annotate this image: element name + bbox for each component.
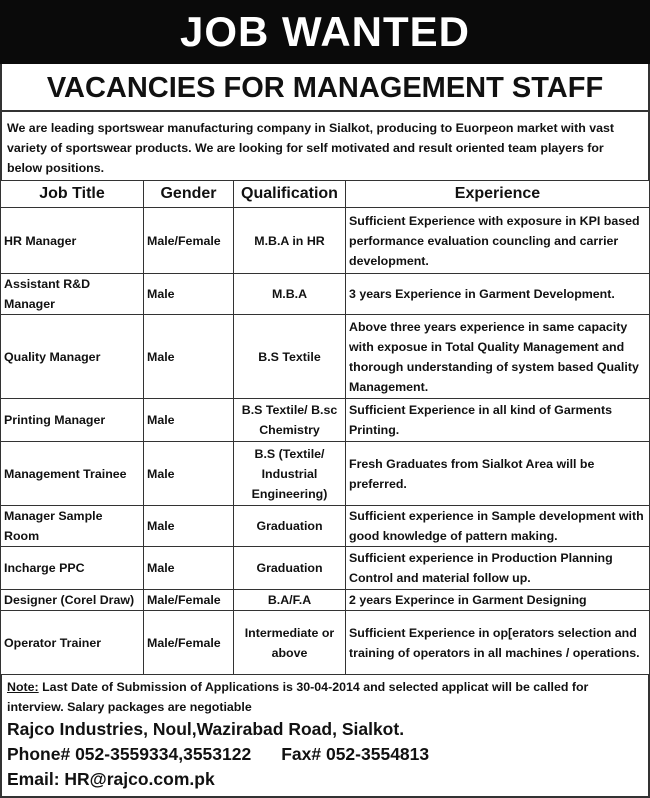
gender-cell: Male bbox=[144, 399, 234, 442]
header-experience: Experience bbox=[346, 181, 650, 208]
job-title-cell: Incharge PPC bbox=[1, 547, 144, 590]
table-row bbox=[1, 611, 650, 675]
job-title-cell: HR Manager bbox=[1, 208, 144, 274]
phone-numbers: Phone# 052-3559334,3553122 bbox=[7, 744, 252, 764]
table-row bbox=[1, 208, 650, 274]
intro-line: variety of sportswear products. We are looking for self motivated and result oriented team players for bbox=[7, 141, 604, 155]
header-gender: Gender bbox=[144, 181, 234, 208]
job-title-cell: Manager Sample Room bbox=[1, 506, 144, 547]
gender-cell: Male bbox=[144, 442, 234, 506]
note-label: Note: bbox=[7, 680, 39, 694]
table-header-row bbox=[1, 181, 650, 208]
job-title-cell: Designer (Corel Draw) bbox=[1, 590, 144, 611]
footer bbox=[0, 674, 650, 798]
qualification-cell: M.B.A bbox=[234, 274, 346, 315]
qualification-cell: Graduation bbox=[234, 547, 346, 590]
gender-cell: Male/Female bbox=[144, 590, 234, 611]
vacancies-heading: VACANCIES FOR MANAGEMENT STAFF bbox=[0, 64, 650, 112]
job-wanted-banner: JOB WANTED bbox=[0, 0, 650, 64]
gender-cell: Male bbox=[144, 274, 234, 315]
gender-cell: Male/Female bbox=[144, 611, 234, 675]
fax-number: Fax# 052-3554813 bbox=[281, 744, 430, 764]
experience-cell: 3 years Experience in Garment Development. bbox=[346, 274, 650, 315]
email-address[interactable]: Email: HR@rajco.com.pk bbox=[7, 769, 215, 789]
table-row bbox=[1, 506, 650, 547]
header-qualification: Qualification bbox=[234, 181, 346, 208]
experience-cell: Sufficient Experience in op[erators selection and training of operators in all machines / operations. bbox=[346, 611, 650, 675]
qualification-cell: B.S (Textile/ Industrial Engineering) bbox=[234, 442, 346, 506]
qualification-cell: Graduation bbox=[234, 506, 346, 547]
qualification-cell: Intermediate or above bbox=[234, 611, 346, 675]
job-title-cell: Printing Manager bbox=[1, 399, 144, 442]
intro-paragraph bbox=[0, 112, 650, 180]
experience-cell: 2 years Experince in Garment Designing bbox=[346, 590, 650, 611]
job-title-cell: Assistant R&D Manager bbox=[1, 274, 144, 315]
qualification-cell: B.A/F.A bbox=[234, 590, 346, 611]
qualification-cell: B.S Textile bbox=[234, 315, 346, 399]
table-row bbox=[1, 274, 650, 315]
job-title-cell: Management Trainee bbox=[1, 442, 144, 506]
gender-cell: Male bbox=[144, 315, 234, 399]
experience-cell: Sufficient Experience in all kind of Garments Printing. bbox=[346, 399, 650, 442]
experience-cell: Above three years experience in same capacity with exposue in Total Quality Management and thorough understanding of system based Quality Management. bbox=[346, 315, 650, 399]
gender-cell: Male bbox=[144, 547, 234, 590]
job-title-cell: Quality Manager bbox=[1, 315, 144, 399]
company-address: Rajco Industries, Noul,Wazirabad Road, Sialkot. bbox=[7, 719, 405, 739]
intro-line: We are leading sportswear manufacturing company in Sialkot, producing to Euorpeon market with vast bbox=[7, 121, 615, 135]
table-row bbox=[1, 590, 650, 611]
contact-line bbox=[7, 742, 643, 767]
intro-line: below positions. bbox=[7, 161, 105, 175]
note-text bbox=[7, 677, 643, 717]
experience-cell: Sufficient experience in Production Planning Control and material follow up. bbox=[346, 547, 650, 590]
header-job-title: Job Title bbox=[1, 181, 144, 208]
gender-cell: Male/Female bbox=[144, 208, 234, 274]
experience-cell: Sufficient Experience with exposure in KPI based performance evaluation councling and carrier development. bbox=[346, 208, 650, 274]
qualification-cell: B.S Textile/ B.sc Chemistry bbox=[234, 399, 346, 442]
table-row bbox=[1, 442, 650, 506]
job-title-cell: Operator Trainer bbox=[1, 611, 144, 675]
table-row bbox=[1, 399, 650, 442]
gender-cell: Male bbox=[144, 506, 234, 547]
qualification-cell: M.B.A in HR bbox=[234, 208, 346, 274]
experience-cell: Sufficient experience in Sample development with good knowledge of pattern making. bbox=[346, 506, 650, 547]
table-row bbox=[1, 547, 650, 590]
experience-cell: Fresh Graduates from Sialkot Area will be preferred. bbox=[346, 442, 650, 506]
vacancies-table bbox=[0, 180, 650, 675]
note-body: Last Date of Submission of Applications is 30-04-2014 and selected applicat will be called for interview. Salary packages are negotiable bbox=[7, 680, 589, 714]
table-row bbox=[1, 315, 650, 399]
